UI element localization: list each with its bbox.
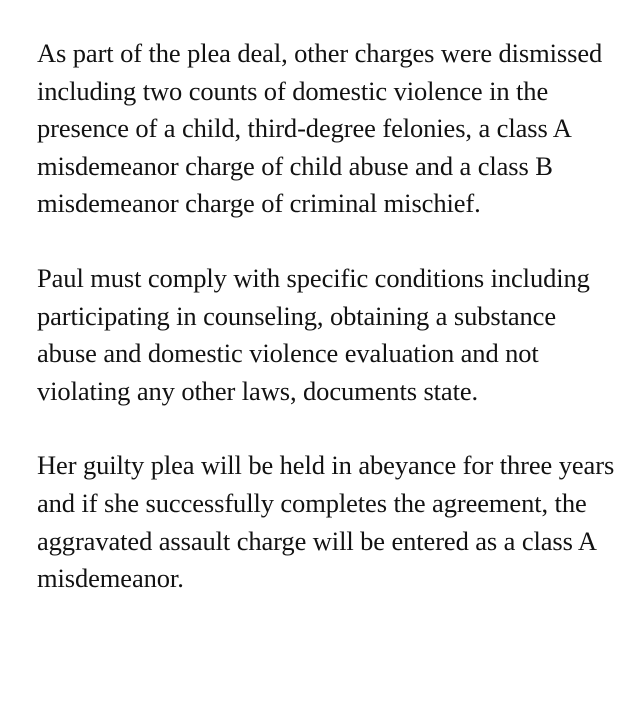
article-paragraph-conditions: Paul must comply with specific conditions including participating in counseling, obtaining a substance abuse and domestic violence evaluation and not violating any other laws, documents state.	[37, 262, 590, 406]
article-paragraph-abeyance: Her guilty plea will be held in abeyance for three years and if she successfully completes the agreement, the aggravated assault charge will be entered as a class A misdemeanor.	[37, 450, 615, 594]
article-body	[37, 35, 617, 598]
article-paragraph-plea-deal: As part of the plea deal, other charges were dismissed including two counts of domestic violence in the presence of a child, third-degree felonies, a class A misdemeanor charge of child abuse and a class B misdemeanor charge of criminal mischief.	[37, 38, 603, 219]
